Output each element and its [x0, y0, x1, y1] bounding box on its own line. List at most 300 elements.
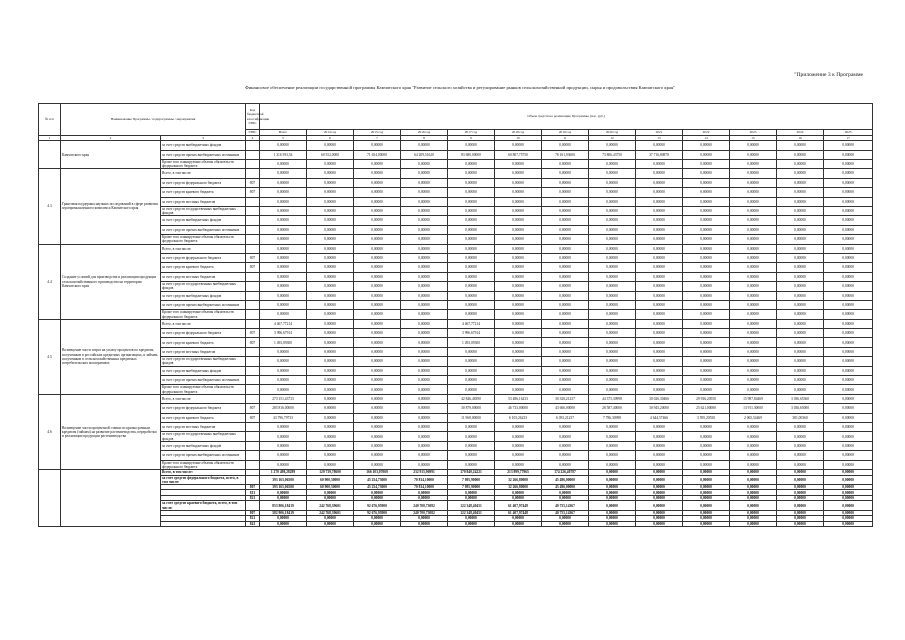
- amount-cell: 0,00000: [589, 282, 636, 291]
- amount-cell: 0,00000: [777, 291, 824, 300]
- amount-cell: 0,00000: [307, 347, 354, 356]
- amount-cell: 0,00000: [495, 244, 542, 253]
- grbs-code: [246, 347, 260, 356]
- amount-cell: 0,00000: [824, 310, 873, 319]
- amount-cell: 0,00000: [683, 169, 730, 178]
- grbs-code: [246, 366, 260, 375]
- amount-cell: 0,00000: [730, 141, 777, 150]
- row-number: 4.3: [39, 169, 61, 244]
- amount-cell: 44 375,30998: [589, 394, 636, 403]
- amount-cell: 0,00000: [542, 225, 589, 234]
- amount-cell: 0,00000: [307, 441, 354, 450]
- amount-cell: 0,00000: [307, 357, 354, 366]
- amount-cell: 0,00000: [636, 510, 683, 516]
- amount-cell: 0,00000: [307, 319, 354, 328]
- amount-cell: 0,00000: [448, 282, 495, 291]
- amount-cell: 0,00000: [777, 516, 824, 522]
- amount-cell: 28 587,40000: [589, 404, 636, 413]
- amount-cell: 6 103,26233: [495, 413, 542, 422]
- amount-cell: 0,00000: [730, 475, 777, 484]
- funding-source: за счет средств прочих внебюджетных источников: [161, 376, 246, 385]
- amount-cell: 0,00000: [636, 197, 683, 206]
- amount-cell: 174 226,40787: [542, 470, 589, 476]
- amount-cell: 3 595,20550: [683, 413, 730, 422]
- table-row: [39, 423, 873, 432]
- amount-cell: 0,00000: [777, 470, 824, 476]
- funding-source: за счет средств федерального бюджета: [161, 178, 246, 187]
- amount-cell: 0,00000: [448, 366, 495, 375]
- amount-cell: 60 900,30000: [307, 475, 354, 484]
- amount-cell: 0,00000: [354, 357, 401, 366]
- amount-cell: 0,00000: [683, 310, 730, 319]
- amount-cell: 285 816,00000: [260, 404, 307, 413]
- amount-cell: 0,00000: [589, 188, 636, 197]
- amount-cell: 0,00000: [307, 338, 354, 347]
- amount-cell: 0,00000: [448, 141, 495, 150]
- amount-cell: 0,00000: [307, 244, 354, 253]
- amount-cell: 0,00000: [730, 501, 777, 510]
- amount-cell: 0,00000: [636, 423, 683, 432]
- amount-cell: 0,00000: [307, 376, 354, 385]
- amount-cell: 0,00000: [260, 272, 307, 281]
- amount-cell: 1 493,09300: [448, 338, 495, 347]
- amount-cell: 4 467,77214: [260, 319, 307, 328]
- amount-cell: 0,00000: [777, 347, 824, 356]
- table-row: [39, 441, 873, 450]
- amount-cell: 0,00000: [495, 516, 542, 522]
- amount-cell: 0,00000: [777, 451, 824, 460]
- amount-cell: 7 095,90000: [448, 484, 495, 490]
- amount-cell: 0,00000: [354, 385, 401, 394]
- amount-cell: 0,00000: [260, 423, 307, 432]
- amount-cell: 0,00000: [401, 206, 448, 215]
- amount-cell: 0,00000: [589, 338, 636, 347]
- amount-cell: 0,00000: [354, 495, 401, 501]
- amount-cell: 37 716,80878: [636, 150, 683, 159]
- amount-cell: 0,00000: [589, 470, 636, 476]
- funding-source: за счет средств краевого бюджета, всего, в том числе:: [161, 501, 246, 510]
- amount-cell: 0,00000: [824, 235, 873, 244]
- header-year: 2018 год: [495, 130, 542, 136]
- amount-cell: 0,00000: [730, 521, 777, 527]
- amount-cell: 0,00000: [401, 432, 448, 441]
- amount-cell: 0,00000: [260, 300, 307, 309]
- amount-cell: 0,00000: [636, 490, 683, 496]
- amount-cell: 0,00000: [448, 272, 495, 281]
- amount-cell: 0,00000: [589, 501, 636, 510]
- amount-cell: 853 806,18419: [260, 501, 307, 510]
- table-row: [39, 394, 873, 403]
- funding-source: за счет средств государственных внебюджетных фондов: [161, 206, 246, 215]
- amount-cell: 0,00000: [260, 347, 307, 356]
- amount-cell: 0,00000: [589, 521, 636, 527]
- funding-source: за счет средств местных бюджетов: [161, 423, 246, 432]
- amount-cell: 0,00000: [401, 216, 448, 225]
- amount-cell: 0,00000: [777, 282, 824, 291]
- amount-cell: 0,00000: [401, 394, 448, 403]
- table-row: [39, 385, 873, 394]
- amount-cell: 0,00000: [683, 329, 730, 338]
- amount-cell: 0,00000: [636, 451, 683, 460]
- grbs-code: [246, 357, 260, 366]
- grbs-code: [246, 423, 260, 432]
- amount-cell: 0,00000: [777, 495, 824, 501]
- amount-cell: 0,00000: [777, 385, 824, 394]
- header-col-number: 12: [589, 136, 636, 141]
- amount-cell: 0,00000: [260, 244, 307, 253]
- amount-cell: 0,00000: [824, 329, 873, 338]
- amount-cell: 0,00000: [448, 451, 495, 460]
- funding-source: за счет средств государственных внебюджетных фондов: [161, 432, 246, 441]
- amount-cell: 0,00000: [354, 244, 401, 253]
- amount-cell: 0,00000: [589, 169, 636, 178]
- amount-cell: 0,00000: [589, 347, 636, 356]
- amount-cell: 0,00000: [777, 178, 824, 187]
- amount-cell: 0,00000: [636, 178, 683, 187]
- amount-cell: 0,00000: [636, 347, 683, 356]
- table-row: [39, 432, 873, 441]
- amount-cell: 0,00000: [495, 178, 542, 187]
- amount-cell: 0,00000: [448, 347, 495, 356]
- amount-cell: 0,00000: [448, 432, 495, 441]
- amount-cell: 0,00000: [683, 347, 730, 356]
- header-col-number: 11: [542, 136, 589, 141]
- header-name: Наименование Программы / подпрограммы / мероприятия: [61, 104, 246, 136]
- header-col-number: 8: [401, 136, 448, 141]
- grbs-code: [246, 197, 260, 206]
- amount-cell: 240 700,73082: [401, 501, 448, 510]
- amount-cell: 30 320,21237: [542, 394, 589, 403]
- amount-cell: 0,00000: [542, 319, 589, 328]
- amount-cell: 0,00000: [636, 244, 683, 253]
- header-year: 2017 год: [448, 130, 495, 136]
- amount-cell: 0,00000: [636, 206, 683, 215]
- amount-cell: 0,00000: [730, 244, 777, 253]
- amount-cell: 0,00000: [636, 225, 683, 234]
- amount-cell: 170 840,24221: [448, 470, 495, 476]
- table-row: [39, 501, 873, 510]
- amount-cell: 0,00000: [401, 338, 448, 347]
- amount-cell: 129 739,78600: [307, 470, 354, 476]
- amount-cell: 0,00000: [354, 272, 401, 281]
- amount-cell: 242 768,39601: [307, 510, 354, 516]
- funding-source: за счет средств местных бюджетов: [161, 347, 246, 356]
- amount-cell: 0,00000: [824, 495, 873, 501]
- amount-cell: 0,00000: [730, 178, 777, 187]
- amount-cell: 0,00000: [824, 272, 873, 281]
- amount-cell: 0,00000: [542, 423, 589, 432]
- funding-source: за счет средств краевого бюджета: [161, 263, 246, 272]
- amount-cell: 0,00000: [636, 291, 683, 300]
- amount-cell: 0,00000: [824, 521, 873, 527]
- amount-cell: 0,00000: [589, 235, 636, 244]
- amount-cell: 0,00000: [495, 169, 542, 178]
- amount-cell: 0,00000: [401, 521, 448, 527]
- amount-cell: 0,00000: [401, 291, 448, 300]
- amount-cell: 0,00000: [777, 357, 824, 366]
- grbs-code: [246, 394, 260, 403]
- amount-cell: 2 065,54469: [730, 413, 777, 422]
- amount-cell: 0,00000: [683, 441, 730, 450]
- amount-cell: 0,00000: [448, 495, 495, 501]
- table-row: [39, 404, 873, 413]
- amount-cell: 0,00000: [683, 516, 730, 522]
- amount-cell: 0,00000: [542, 495, 589, 501]
- amount-cell: 0,00000: [589, 159, 636, 168]
- amount-cell: 70 814,10000: [401, 484, 448, 490]
- amount-cell: 0,00000: [683, 244, 730, 253]
- amount-cell: 0,00000: [354, 178, 401, 187]
- amount-cell: 0,00000: [448, 178, 495, 187]
- grbs-code: [246, 319, 260, 328]
- amount-cell: 0,00000: [307, 423, 354, 432]
- amount-cell: 0,00000: [589, 216, 636, 225]
- amount-cell: 0,00000: [354, 206, 401, 215]
- funding-source: за счет средств внебюджетных фондов: [161, 291, 246, 300]
- amount-cell: 0,00000: [260, 376, 307, 385]
- amount-cell: 0,00000: [730, 516, 777, 522]
- amount-cell: 0,00000: [260, 495, 307, 501]
- amount-cell: 0,00000: [589, 423, 636, 432]
- amount-cell: 0,00000: [683, 282, 730, 291]
- grbs-code: [246, 216, 260, 225]
- table-row: [39, 206, 873, 215]
- funding-source: за счет средств прочих внебюджетных источников: [161, 150, 246, 159]
- grbs-code: 807: [246, 178, 260, 187]
- amount-cell: 0,00000: [542, 460, 589, 469]
- row-number: 4.5: [39, 319, 61, 394]
- grbs-code: [246, 272, 260, 281]
- header-grbs: ГРБС: [246, 130, 260, 136]
- amount-cell: 0,00000: [495, 225, 542, 234]
- grbs-code: [246, 310, 260, 319]
- amount-cell: 0,00000: [448, 206, 495, 215]
- row-number: [39, 470, 61, 527]
- amount-cell: 0,00000: [401, 319, 448, 328]
- amount-cell: 0,00000: [448, 300, 495, 309]
- amount-cell: 0,00000: [354, 329, 401, 338]
- grbs-code: 807: [246, 404, 260, 413]
- amount-cell: 0,00000: [260, 216, 307, 225]
- amount-cell: 0,00000: [401, 441, 448, 450]
- amount-cell: 0,00000: [683, 366, 730, 375]
- amount-cell: 0,00000: [636, 385, 683, 394]
- amount-cell: 0,00000: [542, 357, 589, 366]
- amount-cell: 0,00000: [307, 159, 354, 168]
- amount-cell: 0,00000: [495, 206, 542, 215]
- amount-cell: 0,00000: [589, 441, 636, 450]
- amount-cell: 0,00000: [824, 263, 873, 272]
- amount-cell: 0,00000: [542, 159, 589, 168]
- amount-cell: 0,00000: [777, 338, 824, 347]
- amount-cell: 0,00000: [730, 253, 777, 262]
- amount-cell: 0,00000: [495, 329, 542, 338]
- amount-cell: 0,00000: [730, 510, 777, 516]
- amount-cell: 42 846,48390: [448, 394, 495, 403]
- amount-cell: 0,00000: [636, 470, 683, 476]
- amount-cell: 0,00000: [354, 159, 401, 168]
- amount-cell: 0,00000: [542, 282, 589, 291]
- header-year: 2019 год: [542, 130, 589, 136]
- amount-cell: 0,00000: [354, 225, 401, 234]
- amount-cell: 0,00000: [354, 460, 401, 469]
- amount-cell: 0,00000: [636, 484, 683, 490]
- amount-cell: 0,00000: [589, 310, 636, 319]
- amount-cell: 0,00000: [401, 244, 448, 253]
- amount-cell: 0,00000: [636, 272, 683, 281]
- amount-cell: 83 680,00000: [448, 150, 495, 159]
- amount-cell: 0,00000: [401, 178, 448, 187]
- row-number: 4.6: [39, 394, 61, 469]
- amount-cell: 0,00000: [824, 490, 873, 496]
- amount-cell: 0,00000: [777, 460, 824, 469]
- amount-cell: 0,00000: [354, 347, 401, 356]
- table-row: [39, 319, 873, 328]
- amount-cell: 0,00000: [495, 451, 542, 460]
- amount-cell: 0,00000: [730, 150, 777, 159]
- amount-cell: 0,00000: [448, 310, 495, 319]
- amount-cell: 0,00000: [824, 216, 873, 225]
- amount-cell: 0,00000: [401, 460, 448, 469]
- amount-cell: 0,00000: [307, 206, 354, 215]
- amount-cell: 0,00000: [448, 423, 495, 432]
- amount-cell: 0,00000: [730, 423, 777, 432]
- header-col-number: 17: [824, 136, 873, 141]
- amount-cell: 0,00000: [589, 366, 636, 375]
- amount-cell: 0,00000: [354, 521, 401, 527]
- amount-cell: 73 806,43750: [589, 150, 636, 159]
- header-volume: Объем средств на реализацию Программы (тыс. руб.): [260, 104, 873, 130]
- funding-source: за счет средств прочих внебюджетных источников: [161, 225, 246, 234]
- amount-cell: 0,00000: [683, 385, 730, 394]
- amount-cell: 61 407,97448: [495, 510, 542, 516]
- funding-source: [161, 521, 246, 527]
- amount-cell: 0,00000: [730, 347, 777, 356]
- amount-cell: 0,00000: [683, 197, 730, 206]
- row-measure-name: Возмещение части процентной ставки по краткосрочным кредитам (займам) на развитие растениеводства, переработки и реализации продукции растениеводства: [61, 394, 161, 469]
- amount-cell: 0,00000: [777, 484, 824, 490]
- amount-cell: 0,00000: [730, 291, 777, 300]
- amount-cell: 0,00000: [307, 169, 354, 178]
- amount-cell: 0,00000: [824, 225, 873, 234]
- amount-cell: 0,00000: [730, 225, 777, 234]
- amount-cell: 0,00000: [354, 235, 401, 244]
- amount-cell: 0,00000: [683, 376, 730, 385]
- header-col-number: 7: [354, 136, 401, 141]
- amount-cell: 0,00000: [495, 347, 542, 356]
- amount-cell: 0,00000: [683, 484, 730, 490]
- amount-cell: 0,00000: [401, 347, 448, 356]
- amount-cell: 0,00000: [354, 300, 401, 309]
- amount-cell: 0,00000: [354, 291, 401, 300]
- amount-cell: 0,00000: [777, 244, 824, 253]
- amount-cell: 0,00000: [260, 521, 307, 527]
- amount-cell: 0,00000: [824, 460, 873, 469]
- header-num: № п/п: [39, 104, 61, 136]
- table-row: [39, 150, 873, 159]
- amount-cell: 0,00000: [683, 451, 730, 460]
- amount-cell: 0,00000: [354, 216, 401, 225]
- amount-cell: 0,00000: [354, 376, 401, 385]
- amount-cell: 0,00000: [354, 490, 401, 496]
- amount-cell: 0,00000: [307, 385, 354, 394]
- grbs-code: [246, 141, 260, 150]
- amount-cell: 0,00000: [777, 521, 824, 527]
- amount-cell: 0,00000: [824, 475, 873, 484]
- amount-cell: 0,00000: [636, 460, 683, 469]
- amount-cell: 0,00000: [448, 516, 495, 522]
- amount-cell: 0,00000: [542, 178, 589, 187]
- amount-cell: 381,00360: [777, 413, 824, 422]
- amount-cell: 0,00000: [824, 319, 873, 328]
- amount-cell: 0,00000: [542, 197, 589, 206]
- funding-source: за счет средств федерального бюджета, всего, в том числе:: [161, 475, 246, 484]
- amount-cell: 0,00000: [354, 188, 401, 197]
- row-number: 4.4: [39, 244, 61, 319]
- amount-cell: 0,00000: [448, 376, 495, 385]
- table-row: [39, 141, 873, 150]
- amount-cell: 0,00000: [636, 441, 683, 450]
- amount-cell: 0,00000: [542, 451, 589, 460]
- table-row: [39, 291, 873, 300]
- amount-cell: 0,00000: [589, 206, 636, 215]
- amount-cell: 0,00000: [730, 169, 777, 178]
- header-col-number: 1: [39, 136, 61, 141]
- header-col-number: 13: [636, 136, 683, 141]
- amount-cell: 0,00000: [730, 460, 777, 469]
- amount-cell: 0,00000: [636, 329, 683, 338]
- amount-cell: 45 496,00000: [542, 484, 589, 490]
- amount-cell: 0,00000: [589, 244, 636, 253]
- amount-cell: 0,00000: [307, 263, 354, 272]
- header-code: Код бюджетной классификации ГРБС: [246, 104, 260, 130]
- amount-cell: 0,00000: [307, 178, 354, 187]
- amount-cell: 0,00000: [401, 376, 448, 385]
- grbs-code: [246, 300, 260, 309]
- amount-cell: 0,00000: [307, 291, 354, 300]
- amount-cell: 0,00000: [401, 357, 448, 366]
- amount-cell: 0,00000: [495, 216, 542, 225]
- amount-cell: 240 700,73082: [401, 510, 448, 516]
- grbs-code: [246, 291, 260, 300]
- amount-cell: 0,00000: [260, 310, 307, 319]
- amount-cell: 0,00000: [354, 169, 401, 178]
- amount-cell: 0,00000: [495, 272, 542, 281]
- amount-cell: 64 209,51620: [401, 150, 448, 159]
- amount-cell: 0,00000: [730, 451, 777, 460]
- amount-cell: 0,00000: [777, 272, 824, 281]
- amount-cell: 0,00000: [354, 197, 401, 206]
- amount-cell: 0,00000: [401, 516, 448, 522]
- amount-cell: 0,00000: [777, 376, 824, 385]
- table-row: [39, 357, 873, 366]
- amount-cell: 0,00000: [307, 282, 354, 291]
- amount-cell: 0,00000: [636, 263, 683, 272]
- amount-cell: 0,00000: [589, 495, 636, 501]
- row-number: [39, 141, 61, 169]
- funding-source: Всего, в том числе:: [161, 244, 246, 253]
- funding-source: Всего, в том числе:: [161, 319, 246, 328]
- table-row: [39, 178, 873, 187]
- amount-cell: 0,00000: [824, 150, 873, 159]
- amount-cell: 0,00000: [354, 338, 401, 347]
- amount-cell: 0,00000: [307, 253, 354, 262]
- amount-cell: 0,00000: [401, 300, 448, 309]
- amount-cell: 0,00000: [542, 244, 589, 253]
- amount-cell: 0,00000: [495, 521, 542, 527]
- amount-cell: 0,00000: [683, 159, 730, 168]
- amount-cell: 0,00000: [730, 282, 777, 291]
